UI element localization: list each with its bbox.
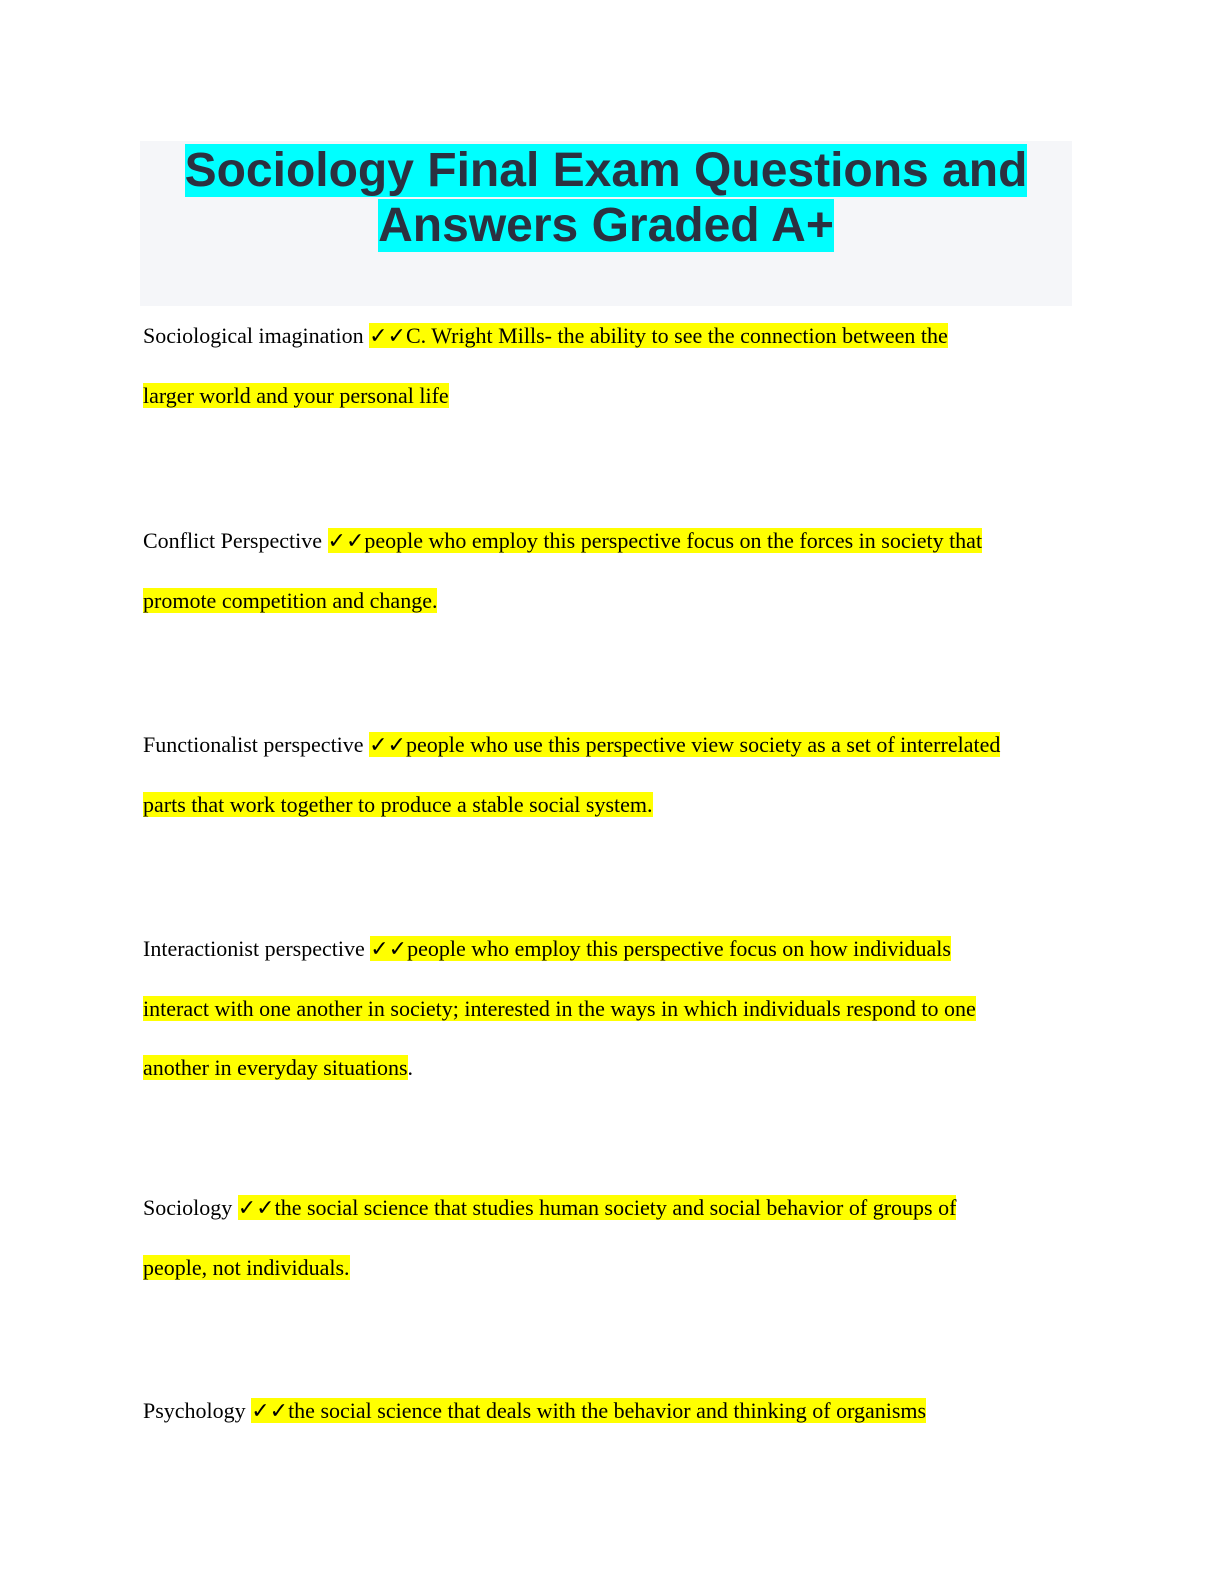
entry-definition: the social science that studies human society and social behavior of groups of [274, 1195, 957, 1220]
entry-definition-cont: larger world and your personal life [143, 383, 449, 408]
double-check-icon: ✓✓ [237, 1196, 275, 1221]
entry-definition: C. Wright Mills- the ability to see the connection between the [405, 323, 948, 348]
qa-entry-sociology [143, 1178, 956, 1297]
entry-definition: the social science that deals with the behavior and thinking of organisms [288, 1398, 927, 1423]
double-check-icon: ✓✓ [251, 1399, 289, 1424]
qa-entry-sociological-imagination [143, 306, 948, 425]
entry-definition-cont: promote competition and change. [143, 588, 438, 613]
qa-entry-functionalist-perspective [143, 715, 1000, 834]
entry-definition-cont: people, not individuals. [143, 1255, 350, 1280]
entry-definition: people who employ this perspective focus on the forces in society that [364, 528, 983, 553]
document-title [140, 141, 1072, 253]
entry-definition: people who use this perspective view society as a set of interrelated [405, 732, 1001, 757]
entry-definition: people who employ this perspective focus on how individuals [407, 936, 951, 961]
entry-trailing-period: . [407, 1055, 414, 1080]
entry-term: Sociology [143, 1195, 233, 1220]
double-check-icon: ✓✓ [327, 529, 365, 554]
entry-term: Conflict Perspective [143, 528, 323, 553]
entry-definition-cont: parts that work together to produce a stable social system. [143, 792, 653, 817]
double-check-icon: ✓✓ [369, 324, 406, 349]
qa-entry-interactionist-perspective [143, 919, 976, 1097]
title-banner [140, 141, 1072, 306]
title-line-2: Answers Graded A+ [378, 199, 834, 252]
entry-term: Functionalist perspective [143, 732, 364, 757]
qa-entry-psychology [143, 1381, 926, 1441]
entry-definition-cont-2: another in everyday situations [143, 1055, 408, 1080]
entry-definition-cont: interact with one another in society; interested in the ways in which individuals respond to one [143, 996, 976, 1021]
title-line-1: Sociology Final Exam Questions and [184, 144, 1028, 197]
entry-term: Psychology [143, 1398, 246, 1423]
entry-term: Interactionist perspective [143, 936, 365, 961]
entry-term: Sociological imagination [143, 323, 364, 348]
double-check-icon: ✓✓ [370, 937, 408, 962]
double-check-icon: ✓✓ [369, 733, 406, 758]
qa-entry-conflict-perspective [143, 511, 982, 630]
